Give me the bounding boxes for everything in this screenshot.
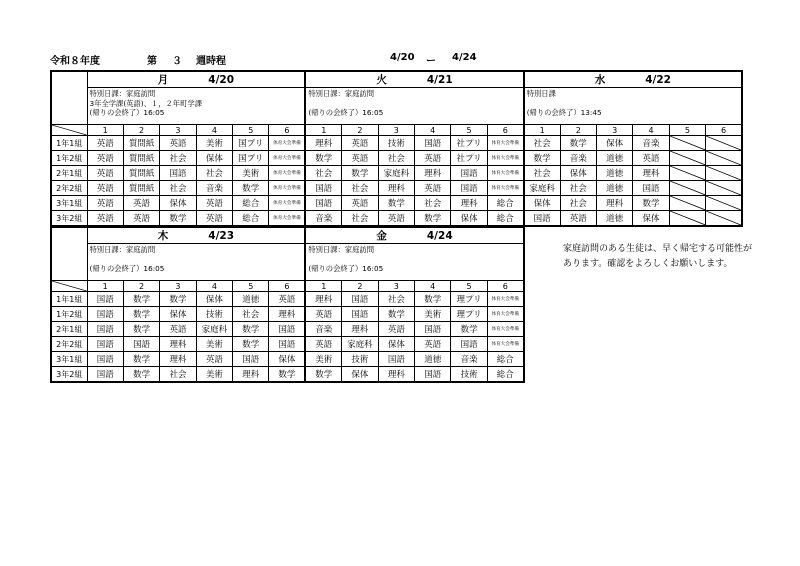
period-number: 1 [87,125,123,136]
page-header [50,52,530,68]
period-number: 5 [233,281,269,292]
note-line [90,255,303,265]
class-label: 2年1組 [51,166,87,181]
subject-cell: 質問紙 [123,166,159,181]
subject-cell: 英語 [378,322,414,337]
day-name: 金 [376,230,387,242]
home-visit-note: 家庭訪問のある生徒は、早く帰宅する可能性があります。確認をよろしくお願いします。 [563,244,753,269]
note-line: 特別日課 [526,89,556,98]
period-number: 4 [196,125,232,136]
subject-cell: 音楽 [451,352,487,367]
subject-cell: 英語 [415,337,451,352]
corner-cell [51,71,87,125]
subject-cell: 国プリ [233,136,269,151]
day-title-fri [305,227,523,244]
period-number: 3 [378,281,414,292]
subject-cell: 英語 [123,196,159,211]
subject-cell: 英語 [305,337,341,352]
subject-cell: 国語 [305,181,341,196]
subject-cell: 道徳 [596,151,632,166]
subject-cell: 総合 [487,211,523,227]
subject-cell: 社プリ [451,136,487,151]
subject-cell: 技術 [451,367,487,383]
subject-cell: 美術 [233,166,269,181]
subject-cell: 国語 [87,307,123,322]
subject-cell: 国語 [451,166,487,181]
day-notes-mon [87,88,305,125]
subject-cell: 数学 [560,136,596,151]
subject-cell: 家庭科 [378,166,414,181]
subject-cell: 社会 [342,211,378,227]
subject-cell: 総合 [487,352,523,367]
class-label: 3年2組 [51,367,87,383]
note-line: 3年全学課(英語)、１，２年町学課 [89,98,202,108]
subject-cell: 数学 [123,307,159,322]
subject-cell: 英語 [87,196,123,211]
subject-cell: 道徳 [596,211,632,227]
subject-cell: 体育大会準備 [487,151,523,166]
period-number: 6 [487,125,523,136]
period-number: 1 [87,281,123,292]
subject-cell: 数学 [305,151,341,166]
subject-cell: 美術 [196,337,232,352]
subject-cell: 音楽 [196,181,232,196]
subject-cell: 総合 [487,367,523,383]
day-notes-fri [305,244,523,281]
subject-cell: 理プリ [451,292,487,307]
day-name: 水 [594,74,606,86]
subject-cell: 理科 [269,307,305,322]
class-label: 1年1組 [51,136,87,151]
note-line [308,99,520,109]
empty-slot [669,136,705,151]
week-number: ３ [172,56,182,67]
subject-cell: 英語 [196,211,232,227]
week-suffix: 週時程 [196,56,226,67]
day-date: 4/20 [208,74,235,86]
subject-cell: 国語 [633,181,669,196]
period-number: 6 [269,125,305,136]
subject-cell: 体育大会準備 [487,322,523,337]
subject-cell: 保体 [342,367,378,383]
subject-cell: 英語 [87,151,123,166]
subject-cell: 国語 [342,307,378,322]
day-title-wed [524,71,742,88]
subject-cell: 社会 [415,196,451,211]
subject-cell: 国語 [451,337,487,352]
subject-cell: 英語 [342,151,378,166]
subject-cell: 保体 [160,196,196,211]
subject-cell: 社プリ [451,151,487,166]
period-number: 1 [524,125,560,136]
period-number: 6 [487,281,523,292]
day-title-mon [87,71,305,88]
subject-cell: 保体 [451,211,487,227]
class-label: 3年2組 [51,211,87,227]
class-label: 1年1組 [51,292,87,307]
period-number: 1 [305,125,341,136]
subject-cell: 美術 [196,136,232,151]
subject-cell: 国語 [305,196,341,211]
subject-cell: 国語 [342,292,378,307]
subject-cell: 音楽 [305,211,341,227]
day-notes-wed [524,88,742,125]
subject-cell: 体育大会準備 [487,166,523,181]
subject-cell: 数学 [305,367,341,383]
subject-cell: 家庭科 [342,337,378,352]
subject-cell: 数学 [123,292,159,307]
subject-cell: 英語 [160,322,196,337]
subject-cell: 国語 [415,322,451,337]
subject-cell: 保体 [269,352,305,367]
subject-cell: 理科 [160,337,196,352]
subject-cell: 社会 [378,151,414,166]
subject-cell: 社会 [524,136,560,151]
subject-cell: 体育大会準備 [487,181,523,196]
subject-cell: 社会 [160,367,196,383]
period-number: 6 [706,125,742,136]
subject-cell: 英語 [378,211,414,227]
subject-cell: 保体 [196,151,232,166]
class-label: 1年2組 [51,151,87,166]
note-line: 特別日課：家庭訪問 [308,89,375,98]
day-name: 月 [157,74,169,86]
subject-cell: 国語 [451,181,487,196]
empty-slot [669,181,705,196]
period-number: 6 [269,281,305,292]
subject-cell: 社会 [196,166,232,181]
subject-cell: 国語 [415,136,451,151]
subject-cell: 数学 [378,196,414,211]
subject-cell: 保体 [596,136,632,151]
note-line: 特別日課：家庭訪問 [89,89,156,98]
subject-cell: 音楽 [633,136,669,151]
subject-cell: 体育大会準備 [269,211,305,227]
subject-cell: 美術 [305,352,341,367]
day-date: 4/21 [426,74,453,86]
subject-cell: 家庭科 [524,181,560,196]
subject-cell: 理科 [305,136,341,151]
subject-cell: 社会 [305,166,341,181]
fiscal-year: 令和８年度 [50,56,100,67]
period-number: 3 [378,125,414,136]
subject-cell: 音楽 [305,322,341,337]
subject-cell: 英語 [87,136,123,151]
subject-cell: 理科 [451,196,487,211]
subject-cell: 英語 [560,211,596,227]
period-number: 2 [123,125,159,136]
day-notes-thu [87,244,305,281]
period-number: 4 [633,125,669,136]
note-line: 特別日課：家庭訪問 [89,245,156,254]
period-number: 5 [451,125,487,136]
subject-cell: 社会 [524,166,560,181]
subject-cell: 国語 [415,367,451,383]
day-title-tue [305,71,523,88]
subject-cell: 数学 [451,322,487,337]
subject-cell: 技術 [196,307,232,322]
subject-cell: 数学 [524,151,560,166]
subject-cell: 英語 [342,196,378,211]
subject-cell: 保体 [378,337,414,352]
note-line: (帰りの会終了）16:05 [89,108,165,117]
empty-slot [706,136,742,151]
subject-cell: 英語 [633,151,669,166]
period-number: 3 [160,281,196,292]
empty-slot [669,166,705,181]
subject-cell: 技術 [342,352,378,367]
subject-cell: 数学 [123,367,159,383]
subject-cell: 道徳 [415,352,451,367]
subject-cell: 数学 [123,352,159,367]
note-line: (帰りの会終了）16:05 [308,108,384,117]
subject-cell: 社会 [560,181,596,196]
subject-cell: 数学 [233,322,269,337]
subject-cell: 国語 [378,352,414,367]
empty-slot [706,166,742,181]
period-number: 5 [669,125,705,136]
note-line: 特別日課：家庭訪問 [308,245,375,254]
subject-cell: 総合 [487,196,523,211]
subject-cell: 国語 [87,352,123,367]
subject-cell: 道徳 [233,292,269,307]
subject-cell: 理科 [596,196,632,211]
subject-cell: 社会 [342,181,378,196]
subject-cell: 理科 [415,166,451,181]
period-number: 5 [233,125,269,136]
note-line [527,99,739,109]
subject-cell: 総合 [233,196,269,211]
day-date: 4/22 [645,74,671,86]
subject-cell: 数学 [160,292,196,307]
schedule-table-bottom [50,226,525,383]
subject-cell: 英語 [196,352,232,367]
subject-cell: 社会 [233,307,269,322]
day-date: 4/23 [208,230,235,242]
subject-cell: 理科 [305,292,341,307]
empty-slot [706,211,742,227]
subject-cell: 国語 [87,337,123,352]
empty-slot [706,196,742,211]
subject-cell: 数学 [160,211,196,227]
subject-cell: 国プリ [233,151,269,166]
subject-cell: 数学 [233,181,269,196]
day-name: 火 [376,74,387,86]
subject-cell: 体育大会準備 [269,151,305,166]
subject-cell: 理プリ [451,307,487,322]
subject-cell: 音楽 [560,151,596,166]
subject-cell: 保体 [560,166,596,181]
subject-cell: 英語 [305,307,341,322]
class-label: 3年1組 [51,352,87,367]
period-number: 4 [415,281,451,292]
subject-cell: 国語 [233,352,269,367]
subject-cell: 体育大会準備 [487,307,523,322]
subject-cell: 数学 [415,211,451,227]
empty-slot [669,211,705,227]
subject-cell: 質問紙 [123,181,159,196]
subject-cell: 英語 [123,211,159,227]
subject-cell: 国語 [160,166,196,181]
subject-cell: 国語 [123,337,159,352]
period-number: 2 [342,281,378,292]
subject-cell: 質問紙 [123,136,159,151]
subject-cell: 数学 [633,196,669,211]
week-prefix: 第 [147,56,157,67]
subject-cell: 体育大会準備 [269,136,305,151]
subject-cell: 体育大会準備 [487,292,523,307]
period-number: 3 [160,125,196,136]
subject-cell: 社会 [160,181,196,196]
subject-cell: 理科 [378,181,414,196]
subject-cell: 国語 [524,211,560,227]
subject-cell: 社会 [560,196,596,211]
period-number: 2 [342,125,378,136]
subject-cell: 数学 [233,337,269,352]
period-number: 5 [451,281,487,292]
subject-cell: 体育大会準備 [487,136,523,151]
subject-cell: 英語 [160,136,196,151]
subject-cell: 数学 [415,292,451,307]
subject-cell: 体育大会準備 [269,181,305,196]
period-number: 4 [415,125,451,136]
subject-cell: 英語 [87,181,123,196]
subject-cell: 数学 [123,322,159,337]
empty-slot [706,151,742,166]
note-line: (帰りの会終了）16:05 [308,264,384,273]
subject-cell: 道徳 [596,166,632,181]
subject-cell: 道徳 [596,181,632,196]
subject-cell: 体育大会準備 [269,166,305,181]
schedule-table-top [50,70,743,227]
day-name: 木 [157,230,169,242]
subject-cell: 技術 [378,136,414,151]
subject-cell: 社会 [160,151,196,166]
period-number: 2 [560,125,596,136]
subject-cell: 総合 [233,211,269,227]
date-dash: ー [426,56,436,67]
empty-slot [706,181,742,196]
subject-cell: 理科 [633,166,669,181]
subject-cell: 理科 [160,352,196,367]
subject-cell: 家庭科 [196,322,232,337]
subject-cell: 美術 [415,307,451,322]
subject-cell: 保体 [633,211,669,227]
period-number: 3 [596,125,632,136]
subject-cell: 社会 [378,292,414,307]
day-title-thu [87,227,305,244]
period-number: 4 [196,281,232,292]
day-date: 4/24 [426,230,453,242]
class-label: 2年2組 [51,181,87,196]
class-label: 2年1組 [51,322,87,337]
subject-cell: 数学 [342,166,378,181]
subject-cell: 美術 [196,367,232,383]
period-number: 1 [305,281,341,292]
period-class-corner [51,125,87,136]
subject-cell: 保体 [160,307,196,322]
subject-cell: 理科 [378,367,414,383]
subject-cell: 数学 [378,307,414,322]
subject-cell: 英語 [415,151,451,166]
subject-cell: 体育大会準備 [487,337,523,352]
period-number: 2 [123,281,159,292]
subject-cell: 数学 [269,367,305,383]
subject-cell: 英語 [87,166,123,181]
subject-cell: 理科 [342,322,378,337]
subject-cell: 国語 [269,337,305,352]
period-class-corner [51,281,87,292]
day-notes-tue [305,88,523,125]
subject-cell: 国語 [269,322,305,337]
subject-cell: 英語 [196,196,232,211]
note-line: (帰りの会終了）13:45 [526,108,602,117]
note-line [308,255,520,265]
class-label: 3年1組 [51,196,87,211]
class-label: 1年2組 [51,307,87,322]
subject-cell: 保体 [196,292,232,307]
subject-cell: 国語 [87,367,123,383]
subject-cell: 保体 [524,196,560,211]
subject-cell: 英語 [415,181,451,196]
subject-cell: 質問紙 [123,151,159,166]
class-label: 2年2組 [51,337,87,352]
subject-cell: 理科 [233,367,269,383]
date-to: 4/24 [452,52,477,63]
corner-cell [51,227,87,281]
empty-slot [669,151,705,166]
date-from: 4/20 [390,52,415,63]
subject-cell: 体育大会準備 [269,196,305,211]
note-line: (帰りの会終了）16:05 [89,264,165,273]
subject-cell: 英語 [269,292,305,307]
subject-cell: 国語 [87,292,123,307]
empty-slot [669,196,705,211]
subject-cell: 国語 [87,322,123,337]
subject-cell: 英語 [87,211,123,227]
subject-cell: 英語 [342,136,378,151]
